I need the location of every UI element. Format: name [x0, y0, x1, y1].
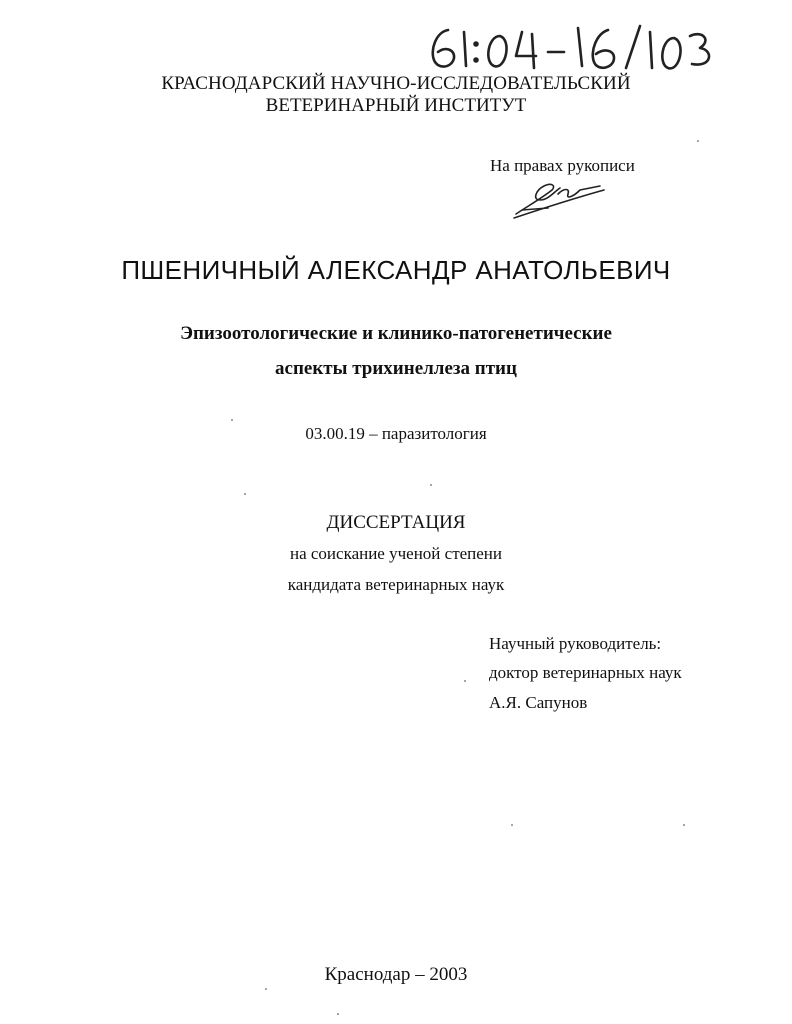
supervisor-name: А.Я. Сапунов: [489, 693, 588, 712]
scan-speck: [430, 484, 432, 486]
author-name: ПШЕНИЧНЫЙ АЛЕКСАНДР АНАТОЛЬЕВИЧ: [121, 255, 671, 285]
dissertation-title-line1: Эпизоотологические и клинико-патогенетические: [180, 323, 612, 344]
scan-speck: [697, 140, 699, 142]
scan-speck: [231, 419, 233, 421]
scan-speck: [464, 680, 466, 682]
supervisor-degree: доктор ветеринарных наук: [489, 663, 682, 682]
institute-name-line2: ВЕТЕРИНАРНЫЙ ИНСТИТУТ: [265, 95, 527, 116]
scan-speck: [244, 493, 246, 495]
degree-line1: на соискание ученой степени: [289, 544, 503, 563]
document-type: ДИССЕРТАЦИЯ: [326, 512, 466, 533]
scan-speck: [511, 824, 513, 826]
dissertation-title-line2: аспекты трихинеллеза птиц: [275, 358, 517, 379]
scan-speck: [265, 988, 267, 990]
institute-name-line1: КРАСНОДАРСКИЙ НАУЧНО-ИССЛЕДОВАТЕЛЬСКИЙ: [161, 73, 631, 94]
author-signature: [508, 176, 608, 222]
city-year: Краснодар – 2003: [324, 964, 468, 985]
handwritten-archive-number: [418, 10, 718, 80]
degree-line2: кандидата ветеринарных наук: [287, 575, 505, 594]
scan-speck: [337, 1013, 339, 1015]
specialty-code: 03.00.19 – паразитология: [305, 424, 487, 443]
manuscript-rights-note: На правах рукописи: [490, 156, 635, 175]
supervisor-label: Научный руководитель:: [489, 634, 662, 653]
scan-speck: [683, 824, 685, 826]
